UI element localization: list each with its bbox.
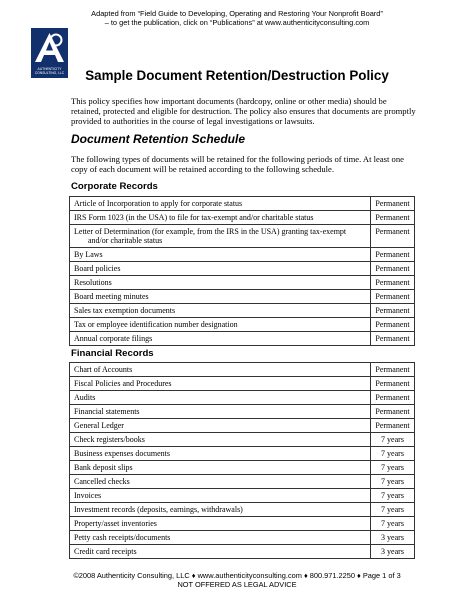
header-note — [0, 9, 474, 28]
table-row — [70, 405, 415, 419]
retention-cell: 7 years — [371, 433, 415, 447]
table-row — [70, 318, 415, 332]
document-cell: Cancelled checks — [70, 475, 371, 489]
policy-intro: This policy specifies how important documents (hardcopy, online or other media) should be retained, protected and eligible for destruction. The policy also ensures that documents are promptly provided to authorities in the course of legal investigations or lawsuits. — [71, 96, 416, 127]
table-row — [70, 517, 415, 531]
retention-cell: Permanent — [371, 363, 415, 377]
retention-cell: Permanent — [371, 262, 415, 276]
section-title: Document Retention Schedule — [71, 132, 246, 146]
document-cell: Credit card receipts — [70, 545, 371, 559]
table-row — [70, 363, 415, 377]
header-note-line-2: – to get the publication, click on “Publications” at www.authenticityconsulting.com — [104, 18, 370, 28]
retention-cell: 7 years — [371, 517, 415, 531]
document-cell: Tax or employee identification number designation — [70, 318, 371, 332]
table-row — [70, 276, 415, 290]
retention-cell: Permanent — [371, 391, 415, 405]
footer-line-1: ©2008 Authenticity Consulting, LLC ♦ www.authenticityconsulting.com ♦ 800.971.2250 ♦ Page 1 of 3 — [73, 571, 401, 580]
document-cell: Board meeting minutes — [70, 290, 371, 304]
document-cell: Bank deposit slips — [70, 461, 371, 475]
document-cell: Article of Incorporation to apply for corporate status — [70, 197, 371, 211]
retention-cell: 7 years — [371, 475, 415, 489]
document-cell: Annual corporate filings — [70, 332, 371, 346]
retention-cell: Permanent — [371, 332, 415, 346]
footer-line-2: NOT OFFERED AS LEGAL ADVICE — [177, 580, 297, 590]
document-cell: Chart of Accounts — [70, 363, 371, 377]
retention-cell: 7 years — [371, 461, 415, 475]
document-cell: Petty cash receipts/documents — [70, 531, 371, 545]
table-row — [70, 489, 415, 503]
table-row — [70, 290, 415, 304]
table-row — [70, 248, 415, 262]
table-row — [70, 225, 415, 248]
document-cell: Invoices — [70, 489, 371, 503]
section-intro: The following types of documents will be retained for the following periods of time. At least one copy of each document will be retained according to the following schedule. — [71, 154, 404, 175]
table-row — [70, 262, 415, 276]
retention-cell: Permanent — [371, 248, 415, 262]
table-row — [70, 447, 415, 461]
document-cell: By Laws — [70, 248, 371, 262]
document-cell: Letter of Determination (for example, from the IRS in the USA) granting tax-exempt and/or charitable status — [70, 225, 371, 248]
document-cell: Board policies — [70, 262, 371, 276]
retention-cell: Permanent — [371, 377, 415, 391]
document-cell: Property/asset inventories — [70, 517, 371, 531]
table-row — [70, 304, 415, 318]
table-row — [70, 391, 415, 405]
logo-a-mark-icon — [31, 30, 68, 64]
table-row — [70, 419, 415, 433]
table-row — [70, 461, 415, 475]
corporate-records-heading: Corporate Records — [71, 181, 158, 192]
retention-cell: 7 years — [371, 503, 415, 517]
table-row — [70, 475, 415, 489]
document-cell: Sales tax exemption documents — [70, 304, 371, 318]
retention-cell: 3 years — [371, 545, 415, 559]
page-title: Sample Document Retention/Destruction Policy — [85, 68, 389, 83]
document-cell: IRS Form 1023 (in the USA) to file for tax-exempt and/or charitable status — [70, 211, 371, 225]
retention-cell: 7 years — [371, 489, 415, 503]
document-cell: Audits — [70, 391, 371, 405]
retention-cell: Permanent — [371, 197, 415, 211]
retention-cell: Permanent — [371, 290, 415, 304]
header-note-line-1: Adapted from “Field Guide to Developing, Operating and Restoring Your Nonprofit Board” — [91, 9, 383, 18]
page-footer — [0, 571, 474, 589]
table-row — [70, 545, 415, 559]
table-row — [70, 433, 415, 447]
retention-cell: Permanent — [371, 318, 415, 332]
document-cell: Check registers/books — [70, 433, 371, 447]
retention-cell: Permanent — [371, 211, 415, 225]
retention-cell: Permanent — [371, 419, 415, 433]
retention-cell: Permanent — [371, 276, 415, 290]
document-cell: General Ledger — [70, 419, 371, 433]
financial-records-table — [69, 362, 415, 559]
financial-records-heading: Financial Records — [71, 348, 154, 359]
document-cell: Investment records (deposits, earnings, withdrawals) — [70, 503, 371, 517]
corporate-records-table — [69, 196, 415, 346]
table-row — [70, 377, 415, 391]
retention-cell: Permanent — [371, 304, 415, 318]
document-cell: Financial statements — [70, 405, 371, 419]
document-cell: Fiscal Policies and Procedures — [70, 377, 371, 391]
retention-cell: 3 years — [371, 531, 415, 545]
retention-cell: 7 years — [371, 447, 415, 461]
document-cell: Business expenses documents — [70, 447, 371, 461]
logo-text: AUTHENTICITY CONSULTING, LLC — [34, 67, 65, 75]
table-row — [70, 531, 415, 545]
retention-cell: Permanent — [371, 225, 415, 248]
table-row — [70, 211, 415, 225]
document-cell: Resolutions — [70, 276, 371, 290]
table-row — [70, 332, 415, 346]
table-row — [70, 503, 415, 517]
retention-cell: Permanent — [371, 405, 415, 419]
table-row — [70, 197, 415, 211]
